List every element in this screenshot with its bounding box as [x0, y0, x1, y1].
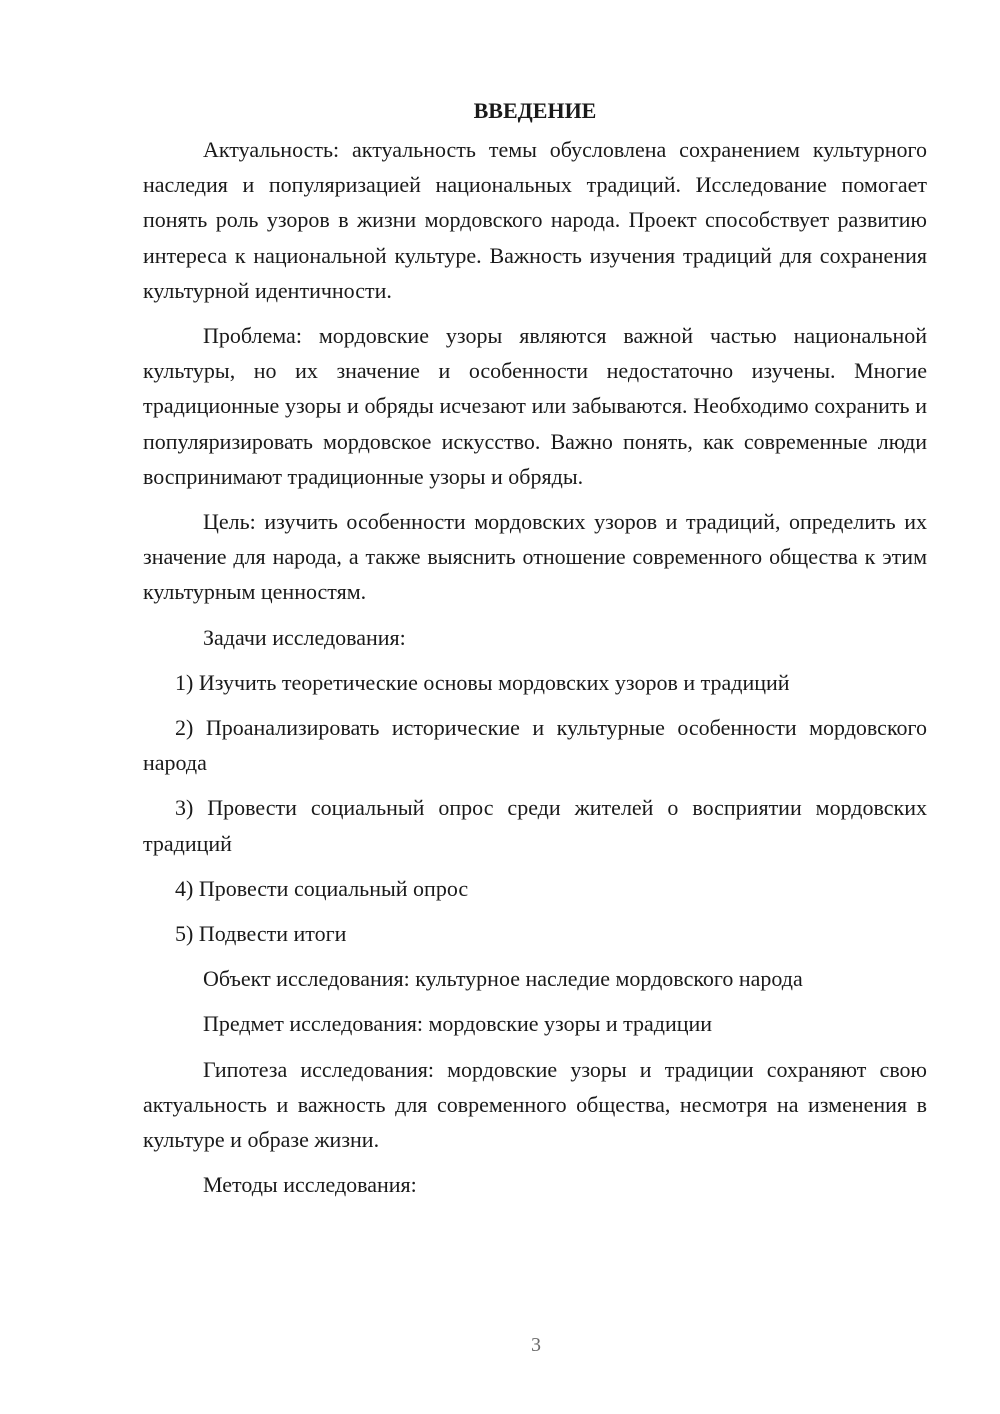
page-content: [143, 92, 927, 1212]
research-subject: Предмет исследования: мордовские узоры и традиции: [203, 1011, 713, 1037]
problem-paragraph: Проблема: мордовские узоры являются важной частью национальной культуры, но их значение и особенности недостаточно изучены. Многие традиционные узоры и обряды исчезают или забываются. Необходимо сохранить и популяризировать мордовское искусство. Важно понять, как современные люди воспринимают традиционные узоры и обряды.: [143, 323, 927, 489]
task-item-4: 4) Провести социальный опрос: [175, 875, 469, 901]
relevance-paragraph: Актуальность: актуальность темы обусловлена сохранением культурного наследия и популяризацией национальных традиций. Исследование помогает понять роль узоров в жизни мордовского народа. Проект способствует развитию интереса к национальной культуре. Важность изучения традиций для сохранения культурной идентичности.: [143, 137, 927, 303]
task-item-2: 2) Проанализировать исторические и культурные особенности мордовского народа: [143, 715, 927, 776]
task-item-3: 3) Провести социальный опрос среди жителей о восприятии мордовских традиций: [143, 795, 927, 856]
tasks-heading: Задачи исследования:: [203, 624, 406, 650]
task-item-1: 1) Изучить теоретические основы мордовских узоров и традиций: [175, 669, 790, 695]
research-hypothesis: Гипотеза исследования: мордовские узоры и традиции сохраняют свою актуальность и важность для современного общества, несмотря на изменения в культуре и образе жизни.: [143, 1056, 927, 1153]
page-number: 3: [531, 1334, 541, 1356]
goal-paragraph: Цель: изучить особенности мордовских узоров и традиций, определить их значение для народа, а также выяснить отношение современного общества к этим культурным ценностям.: [143, 509, 927, 605]
section-heading: ВВЕДЕНИЕ: [473, 98, 597, 123]
task-item-5: 5) Подвести итоги: [175, 921, 347, 947]
research-methods: Методы исследования:: [203, 1172, 417, 1198]
research-object: Объект исследования: культурное наследие мордовского народа: [203, 966, 803, 992]
